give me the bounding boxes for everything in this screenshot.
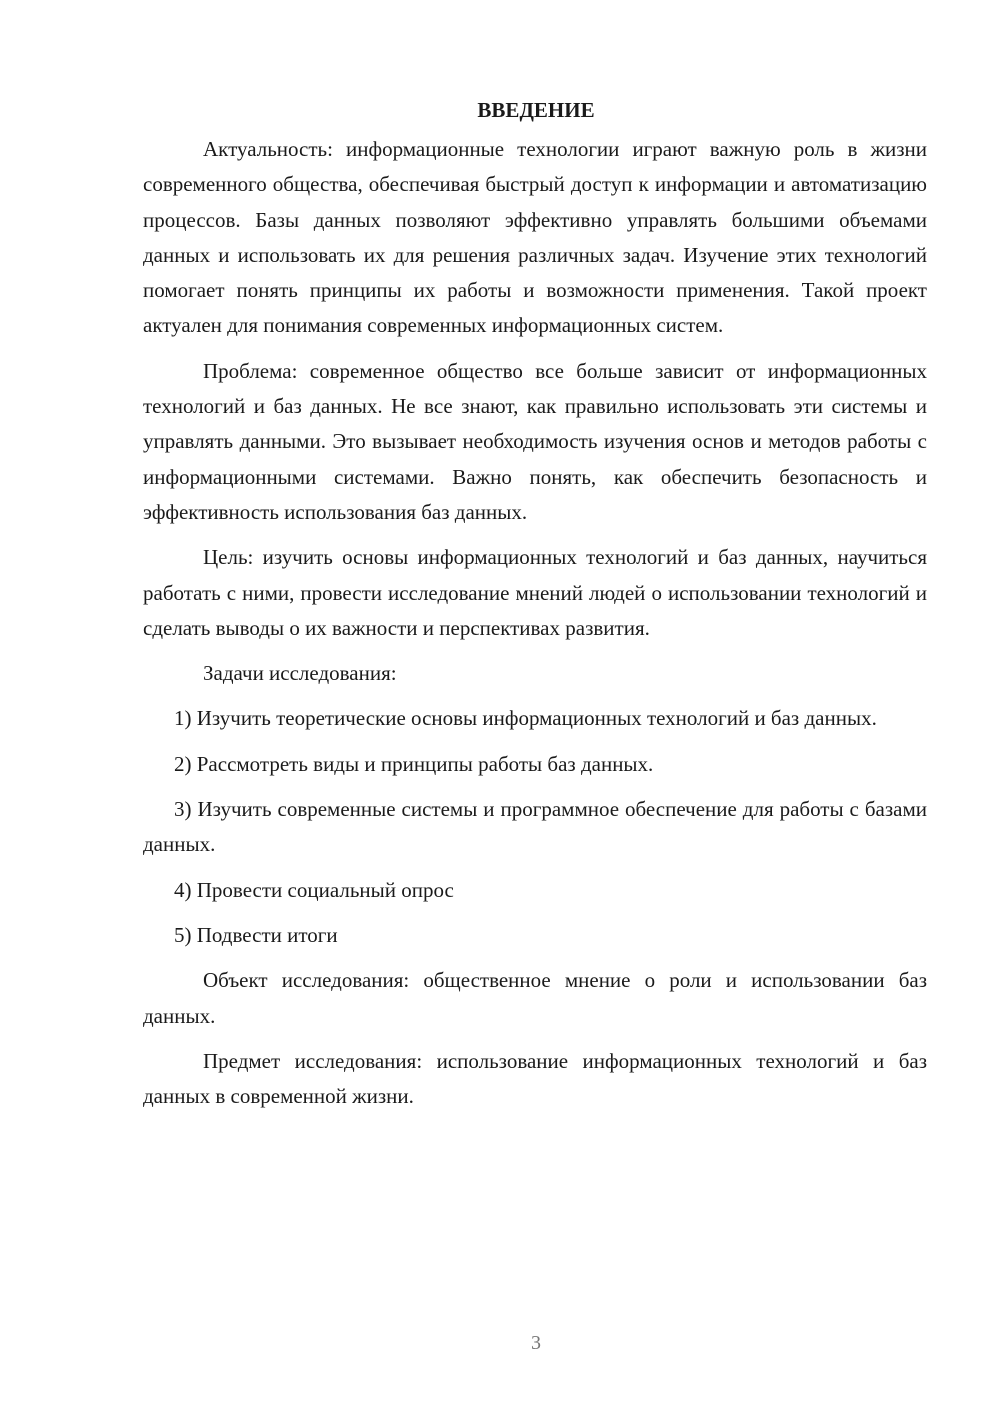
task-item-4: 4) Провести социальный опрос [174,877,454,902]
document-page [143,93,927,1124]
relevance-paragraph: Актуальность: информационные технологии играют важную роль в жизни современного общества, обеспечивая быстрый доступ к информации и автоматизацию процессов. Базы данных позволяют эффективно управлять большими объемами данных и использовать их для решения различных задач. Изучение этих технологий помогает понять принципы их работы и возможности применения. Такой проект актуален для понимания современных информационных систем. [143,137,927,338]
page-number: 3 [531,1332,541,1354]
section-title: ВВЕДЕНИЕ [477,98,595,122]
tasks-heading: Задачи исследования: [203,661,397,686]
task-item-2: 2) Рассмотреть виды и принципы работы баз данных. [174,751,654,776]
goal-paragraph: Цель: изучить основы информационных технологий и баз данных, научиться работать с ними, провести исследование мнений людей о использовании технологий и сделать выводы о их важности и перспективах развития. [143,545,927,640]
task-item-3: 3) Изучить современные системы и программное обеспечение для работы с базами данных. [143,797,927,857]
task-item-1: 1) Изучить теоретические основы информационных технологий и баз данных. [174,706,877,731]
object-paragraph: Объект исследования: общественное мнение о роли и использовании баз данных. [143,968,927,1028]
subject-paragraph: Предмет исследования: использование информационных технологий и баз данных в современной жизни. [143,1048,927,1109]
problem-paragraph: Проблема: современное общество все больше зависит от информационных технологий и баз данных. Не все знают, как правильно использовать эти системы и управлять данными. Это вызывает необходимость изучения основ и методов работы с информационными системами. Важно понять, как обеспечить безопасность и эффективность использования баз данных. [143,358,927,524]
task-item-5: 5) Подвести итоги [174,922,338,947]
